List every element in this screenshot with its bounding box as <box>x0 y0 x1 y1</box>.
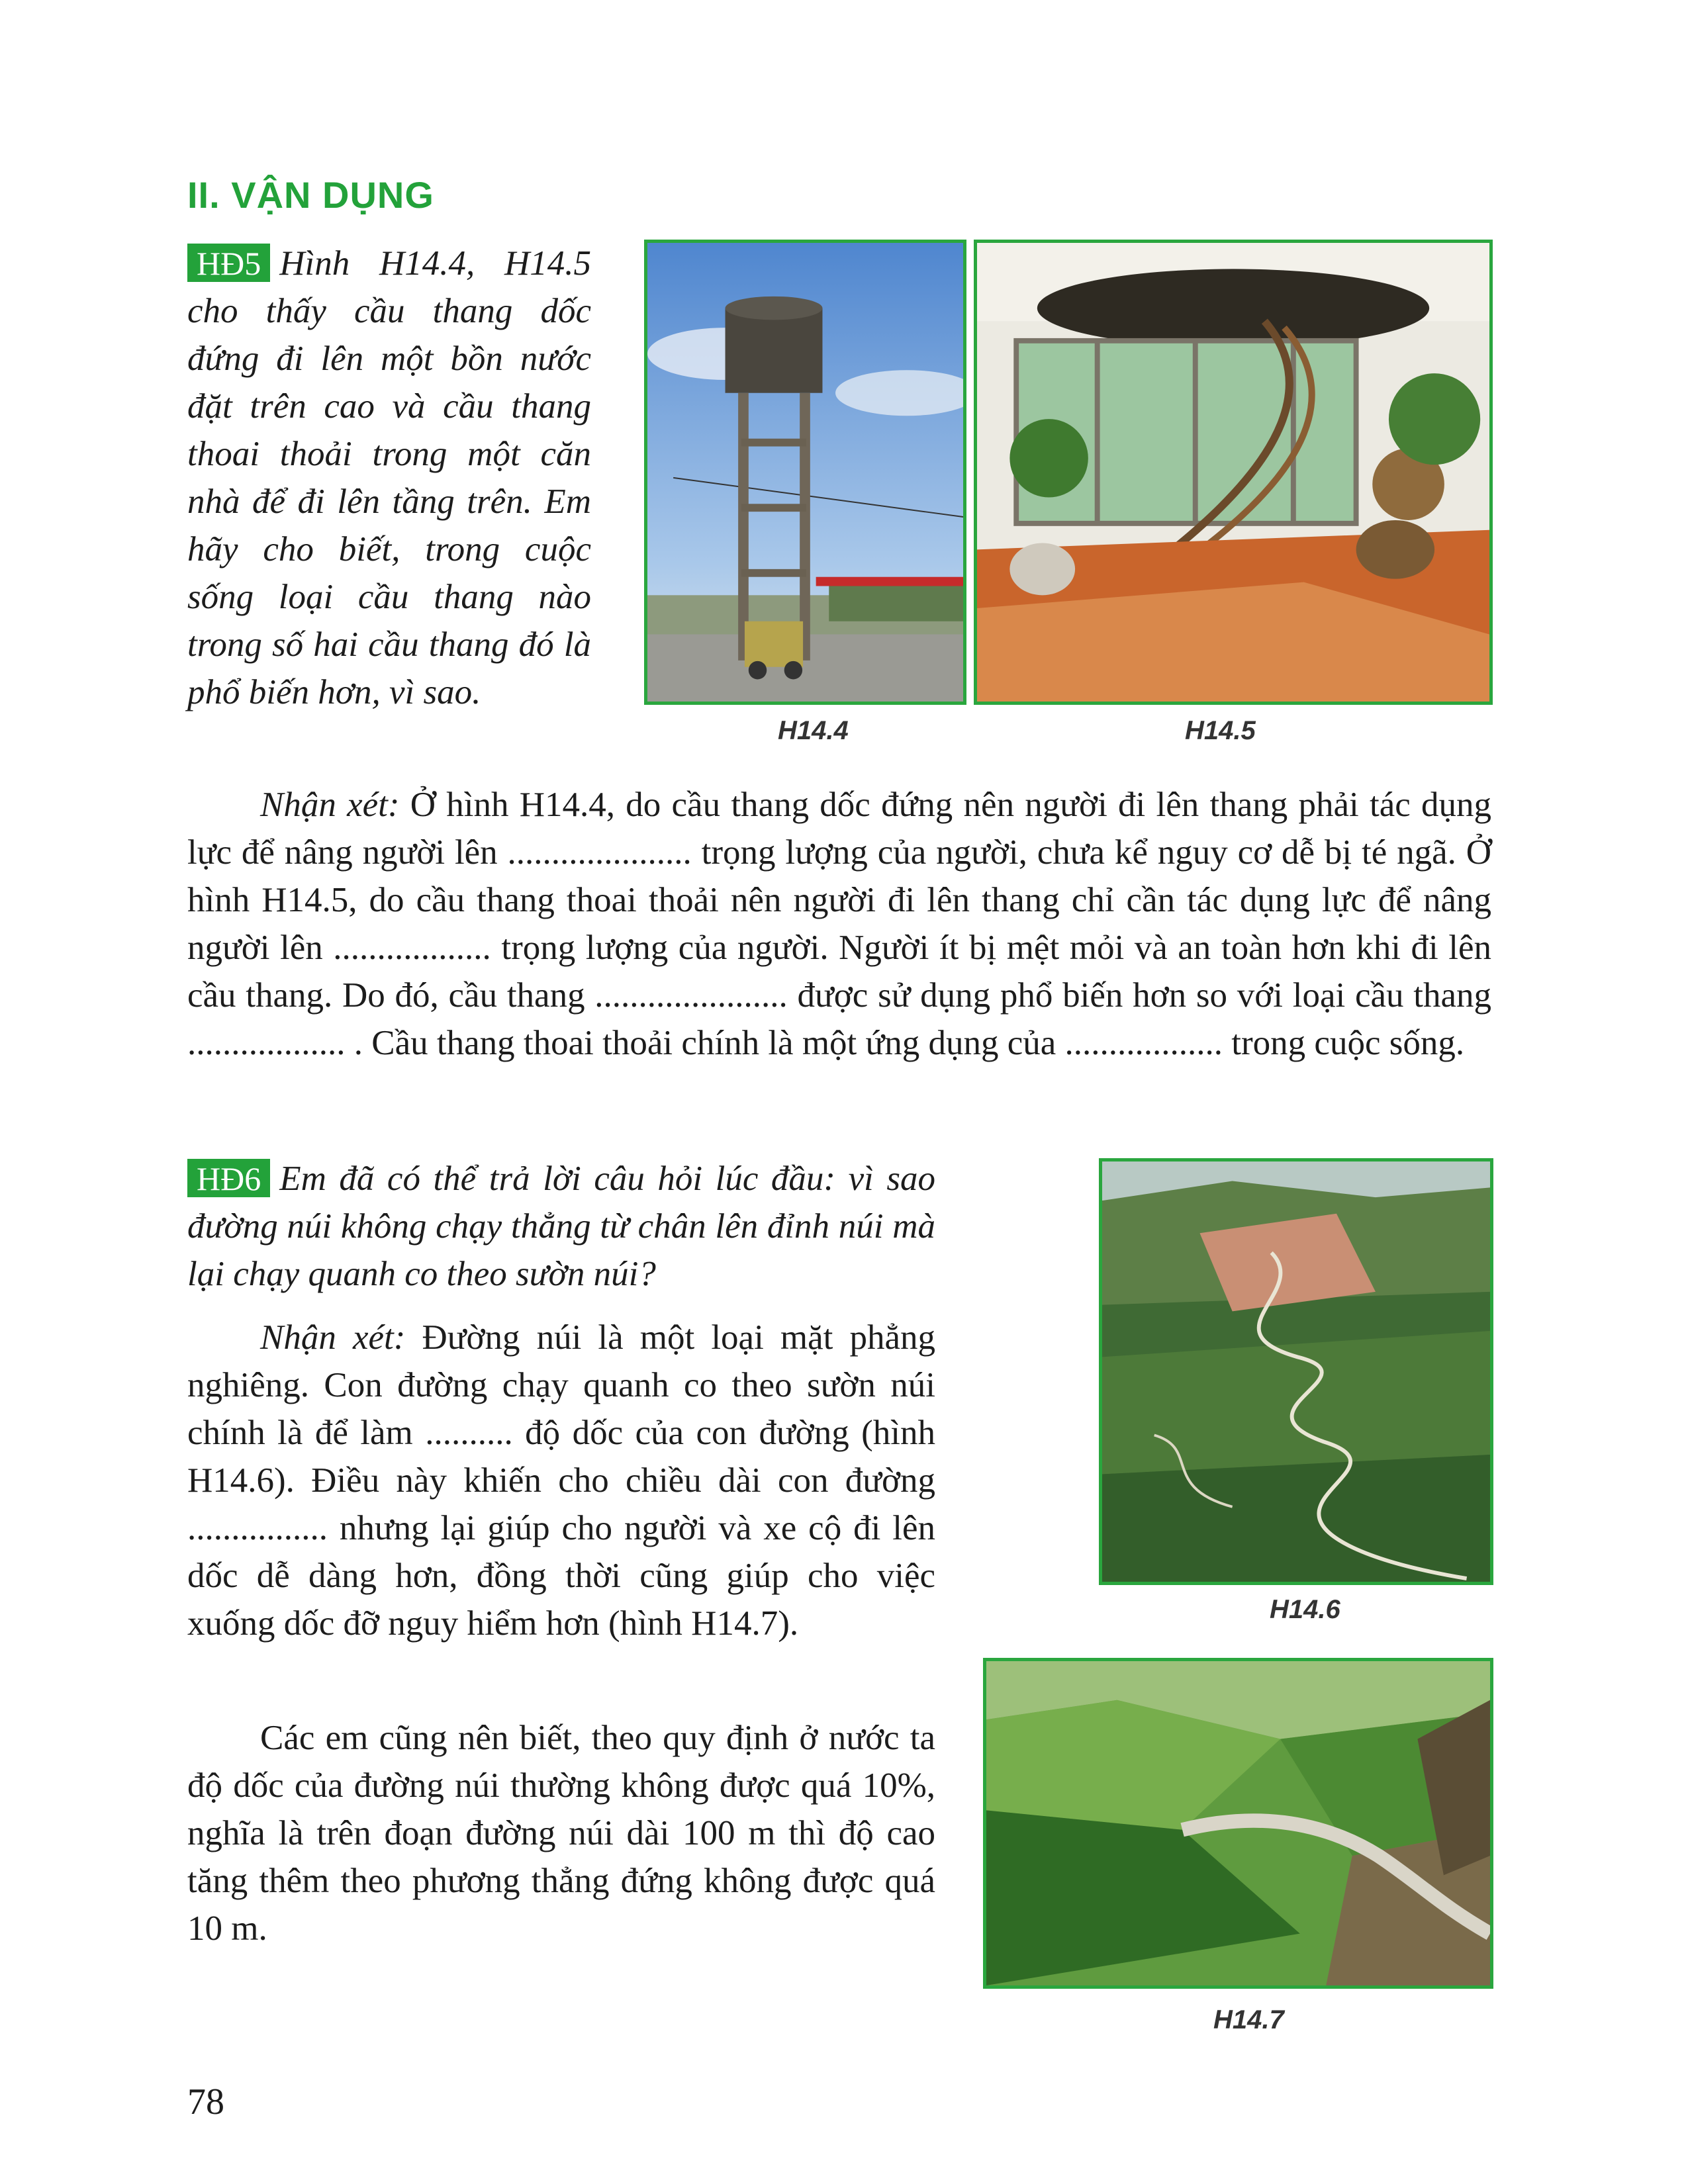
hd6-remark-text: Đường núi là một loại mặt phẳng nghiêng. Con đường chạy quanh co theo sườn núi chính là để làm .......... độ dốc của con đường (hình H14.6). Điều này khiến cho chiều dài con đường ................ nhưng lại giúp cho người và xe cộ đi lên dốc dễ dàng hơn, đồng thời cũng giúp cho việc xuống dốc đỡ nguy hiểm hơn (hình H14.7). <box>187 1318 935 1643</box>
hd6-question-text: Em đã có thể trả lời câu hỏi lúc đầu: vì sao đường núi không chạy thẳng từ chân lên đỉnh núi mà lại chạy quanh co theo sườn núi? <box>187 1160 935 1293</box>
hd6-badge: HĐ6 <box>187 1159 270 1197</box>
hd6-question <box>187 1155 935 1298</box>
section-title: II. VẬN DỤNG <box>187 174 434 216</box>
caption-h14-7: H14.7 <box>1213 2005 1284 2034</box>
caption-h14-5: H14.5 <box>1185 716 1256 745</box>
hd5-badge: HĐ5 <box>187 244 270 282</box>
caption-h14-4: H14.4 <box>778 716 849 745</box>
hd6-note: Các em cũng nên biết, theo quy định ở nước ta độ dốc của đường núi thường không được quá 10%, nghĩa là trên đoạn đường núi dài 100 m thì độ cao tăng thêm theo phương thẳng đứng không được quá 10 m. <box>187 1719 935 1948</box>
hd6-remark <box>187 1314 935 1647</box>
hd5-question <box>187 240 591 716</box>
hd5-question-text: Hình H14.4, H14.5 cho thấy cầu thang dốc đứng đi lên một bồn nước đặt trên cao và cầu thang thoai thoải trong một căn nhà để đi lên tầng trên. Em hãy cho biết, trong cuộc sống loại cầu thang nào trong số hai cầu thang đó là phổ biến hơn, vì sao. <box>187 244 591 711</box>
hd5-remark-text: Ở hình H14.4, do cầu thang dốc đứng nên người đi lên thang phải tác dụng lực để nâng người lên ..................... trọng lượng của người, chưa kể nguy cơ dễ bị té ngã. Ở hình H14.5, do cầu thang thoai thoải nên người đi lên thang chỉ cần tác dụng lực để nâng người lên .................. trọng lượng của người. Người ít bị mệt mỏi và an toàn hơn khi đi lên cầu thang. Do đó, cầu thang ...................... được sử dụng phổ biến hơn so với loại cầu thang .................. . Cầu thang thoai thoải chính là một ứng dụng của .................. trong cuộc sống. <box>187 786 1491 1062</box>
caption-h14-6: H14.6 <box>1270 1595 1340 1624</box>
hd5-remark-label: Nhận xét: <box>260 786 400 824</box>
page-number: 78 <box>187 2081 224 2122</box>
figure-h14-7 <box>983 1658 1493 1989</box>
figure-h14-5 <box>974 240 1493 705</box>
hd6-remark-label: Nhận xét: <box>260 1318 406 1357</box>
hd5-remark <box>187 781 1491 1067</box>
figure-h14-6 <box>1099 1158 1493 1585</box>
figure-h14-4 <box>644 240 966 705</box>
